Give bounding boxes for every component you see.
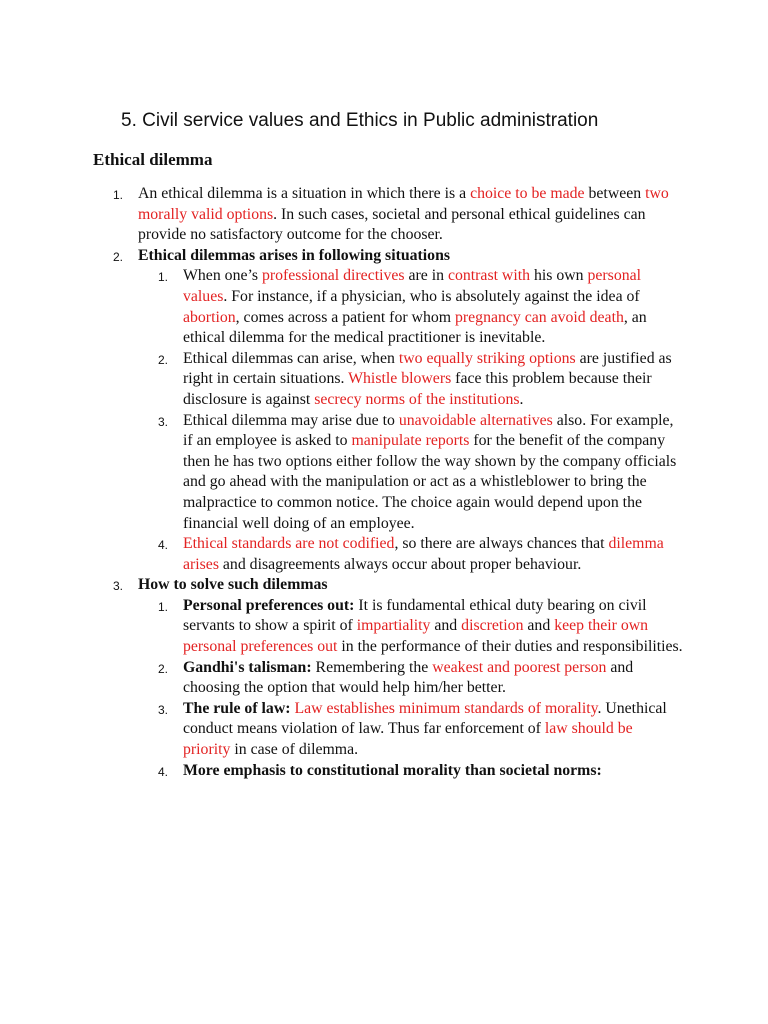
item-text <box>138 246 683 267</box>
highlighted-text: choice to be made <box>470 185 585 202</box>
bold-text: The rule of law: <box>183 699 291 717</box>
highlighted-text: personal values <box>183 267 642 305</box>
highlighted-text: discretion <box>461 617 524 635</box>
sub-list-item <box>158 534 683 575</box>
list-number: 3. <box>158 414 169 429</box>
text-segment: face this problem because their disclosure is against <box>183 370 652 408</box>
sub-list-item <box>158 761 683 782</box>
highlighted-text: two equally striking options <box>398 349 576 367</box>
list-number: 4. <box>158 764 169 779</box>
text-segment: between <box>584 185 646 202</box>
bold-text: Ethical dilemmas arises in following situations <box>138 246 451 264</box>
section-heading: Ethical dilemma <box>93 150 213 169</box>
item-text <box>183 266 683 348</box>
item-text <box>138 184 683 246</box>
text-segment: and choosing the option that would help him/her better. <box>183 658 634 697</box>
text-segment: , comes across a patient for whom <box>235 308 455 326</box>
text-segment: and <box>523 617 555 635</box>
list-number: 1. <box>158 599 169 614</box>
list-number: 1. <box>113 188 124 202</box>
item-text <box>183 596 683 658</box>
sub-list-item <box>158 349 683 411</box>
list-number: 2. <box>158 661 169 676</box>
sub-list-item <box>158 658 683 699</box>
highlighted-text: pregnancy can avoid death <box>455 308 624 326</box>
highlighted-text: contrast with <box>447 267 531 285</box>
item-text <box>183 534 683 575</box>
text-segment: Ethical dilemmas can arise, when <box>183 349 399 367</box>
text-segment: . In such cases, societal and personal ethical guidelines can provide no satisfactory outcome for the chooser. <box>138 205 646 244</box>
item-text <box>183 349 683 411</box>
text-segment: . For instance, if a physician, who is absolutely against the idea of <box>223 287 640 305</box>
item-text <box>183 658 683 699</box>
text-segment: . Unethical conduct means violation of law. Thus far enforcement of <box>183 699 667 738</box>
highlighted-text: manipulate reports <box>351 432 470 450</box>
text-segment: An ethical dilemma is a situation in which there is a <box>138 185 471 202</box>
sub-list-item <box>158 411 683 535</box>
text-segment: his own <box>530 267 588 285</box>
text-segment: , an ethical dilemma for the medical practitioner is inevitable. <box>183 308 647 347</box>
list-item <box>113 575 683 781</box>
highlighted-text: Law establishes minimum standards of morality <box>294 699 598 717</box>
highlighted-text: professional directives <box>261 267 405 285</box>
list-number: 4. <box>158 538 169 553</box>
list-number: 2. <box>113 249 124 264</box>
sub-list-item <box>158 699 683 761</box>
highlighted-text: two morally valid options <box>138 185 669 223</box>
list-number: 3. <box>113 579 124 594</box>
highlighted-text: secrecy norms of the institutions <box>314 390 520 408</box>
text-segment: Remembering the <box>311 658 433 676</box>
bold-text: More emphasis to constitutional morality than societal norms: <box>183 761 602 779</box>
highlighted-text: Ethical standards are not codified <box>183 535 395 553</box>
item-text <box>183 699 683 761</box>
text-segment: . <box>519 390 524 408</box>
highlighted-text: keep their own personal preferences out <box>183 617 649 656</box>
sub-list <box>158 266 683 575</box>
highlighted-text: law should be priority <box>183 720 633 759</box>
bold-text: Personal preferences out: <box>183 596 355 614</box>
list-item <box>113 184 683 246</box>
text-segment: and disagreements always occur about proper behaviour. <box>218 555 582 573</box>
list-number: 1. <box>158 270 169 285</box>
text-segment: in the performance of their duties and responsibilities. <box>337 638 683 656</box>
highlighted-text: weakest and poorest person <box>432 658 607 676</box>
list-item <box>113 246 683 576</box>
highlighted-text: abortion <box>183 308 236 326</box>
text-segment: are in <box>404 267 448 285</box>
highlighted-text: dilemma arises <box>183 535 664 573</box>
text-segment: , so there are always chances that <box>394 535 609 553</box>
item-text <box>138 575 683 596</box>
bold-text: How to solve such dilemmas <box>138 576 328 594</box>
text-segment: and <box>430 617 462 635</box>
highlighted-text: impartiality <box>356 617 431 635</box>
numbered-list <box>113 184 683 781</box>
text-segment: When one’s <box>183 267 262 285</box>
text-segment: It is fundamental ethical duty bearing on civil servants to show a spirit of <box>183 596 647 635</box>
list-number: 2. <box>158 352 169 367</box>
text-segment: are justified as right in certain situations. <box>183 349 672 388</box>
list-number: 3. <box>158 702 169 717</box>
bold-text: Gandhi's talisman: <box>183 658 312 676</box>
main-heading: 5. Civil service values and Ethics in Public administration <box>121 110 599 131</box>
item-text <box>183 761 683 782</box>
sub-list-item <box>158 266 683 348</box>
text-segment: in case of dilemma. <box>230 741 359 759</box>
text-segment: Ethical dilemma may arise due to <box>183 411 399 429</box>
sub-list <box>158 596 683 781</box>
text-segment: also. For example, if an employee is asked to <box>183 411 674 450</box>
highlighted-text: unavoidable alternatives <box>398 411 553 429</box>
item-text <box>183 411 683 535</box>
text-segment: for the benefit of the company then he has two options either follow the way shown by the company officials and go ahead with the manipulation or act as a whistleblower to bring the malpractice to common notice. The choice again would depend upon the financial well doing of an employee. <box>183 432 677 532</box>
sub-list-item <box>158 596 683 658</box>
highlighted-text: Whistle blowers <box>348 370 452 388</box>
